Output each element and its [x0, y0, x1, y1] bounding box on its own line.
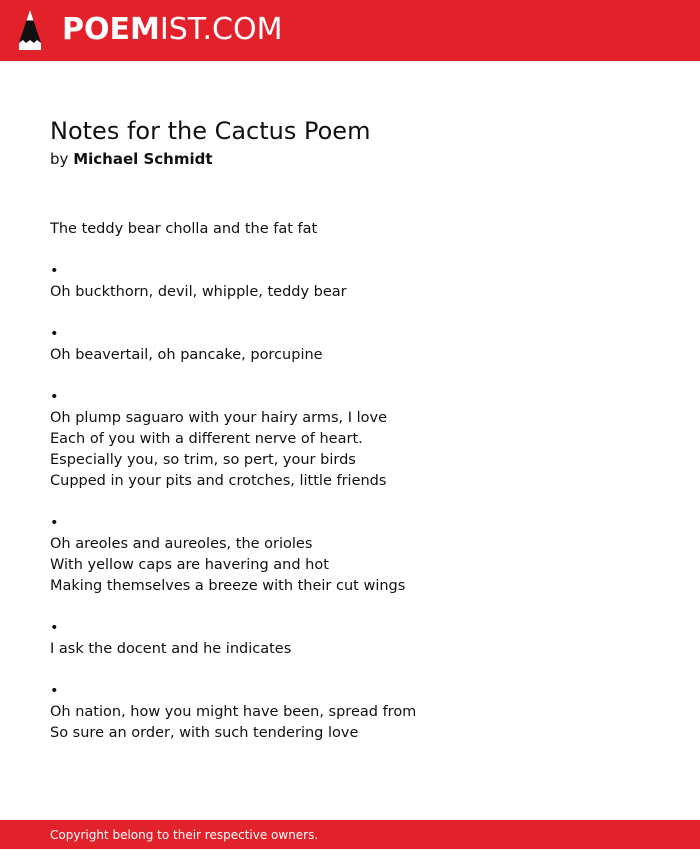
stanza — [50, 681, 650, 744]
site-header — [0, 0, 700, 61]
stanza-separator: • — [50, 620, 59, 636]
poem-line: So sure an order, with such tendering love — [50, 725, 359, 741]
poem-line: Especially you, so trim, so pert, your birds — [50, 452, 356, 468]
stanza — [50, 618, 650, 660]
poem-line: Oh buckthorn, devil, whipple, teddy bear — [50, 284, 347, 300]
stanza-separator: • — [50, 326, 59, 342]
site-logo[interactable] — [62, 12, 282, 48]
stanza — [50, 324, 650, 366]
poem-line: The teddy bear cholla and the fat fat — [50, 221, 318, 237]
stanza — [50, 387, 650, 492]
stanza-separator: • — [50, 263, 59, 279]
byline — [50, 149, 213, 169]
poem-line: With yellow caps are havering and hot — [50, 557, 329, 573]
poem-body — [50, 219, 650, 765]
poem-line: Making themselves a breeze with their cut wings — [50, 578, 406, 594]
stanza-separator: • — [50, 389, 59, 405]
poem-line: Oh nation, how you might have been, spread from — [50, 704, 417, 720]
poem-line: I ask the docent and he indicates — [50, 641, 292, 657]
stanza-separator: • — [50, 683, 59, 699]
poem-line: Each of you with a different nerve of heart. — [50, 431, 363, 447]
pencil-logo-icon[interactable] — [16, 9, 44, 51]
poem-title: Notes for the Cactus Poem — [50, 117, 371, 145]
stanza — [50, 513, 650, 597]
poem-line: Oh plump saguaro with your hairy arms, I love — [50, 410, 388, 426]
copyright-text: Copyright belong to their respective owners. — [50, 828, 319, 842]
poem-line: Oh areoles and aureoles, the orioles — [50, 536, 313, 552]
poem-line: Oh beavertail, oh pancake, porcupine — [50, 347, 323, 363]
logo-light-text: IST.COM — [159, 12, 283, 47]
poem-line: Cupped in your pits and crotches, little friends — [50, 473, 387, 489]
author-name: Michael Schmidt — [73, 150, 213, 168]
stanza — [50, 261, 650, 303]
site-footer — [0, 820, 700, 849]
logo-bold-text: POEM — [62, 12, 160, 47]
stanza — [50, 219, 650, 240]
by-label: by — [50, 150, 69, 168]
stanza-separator: • — [50, 515, 59, 531]
